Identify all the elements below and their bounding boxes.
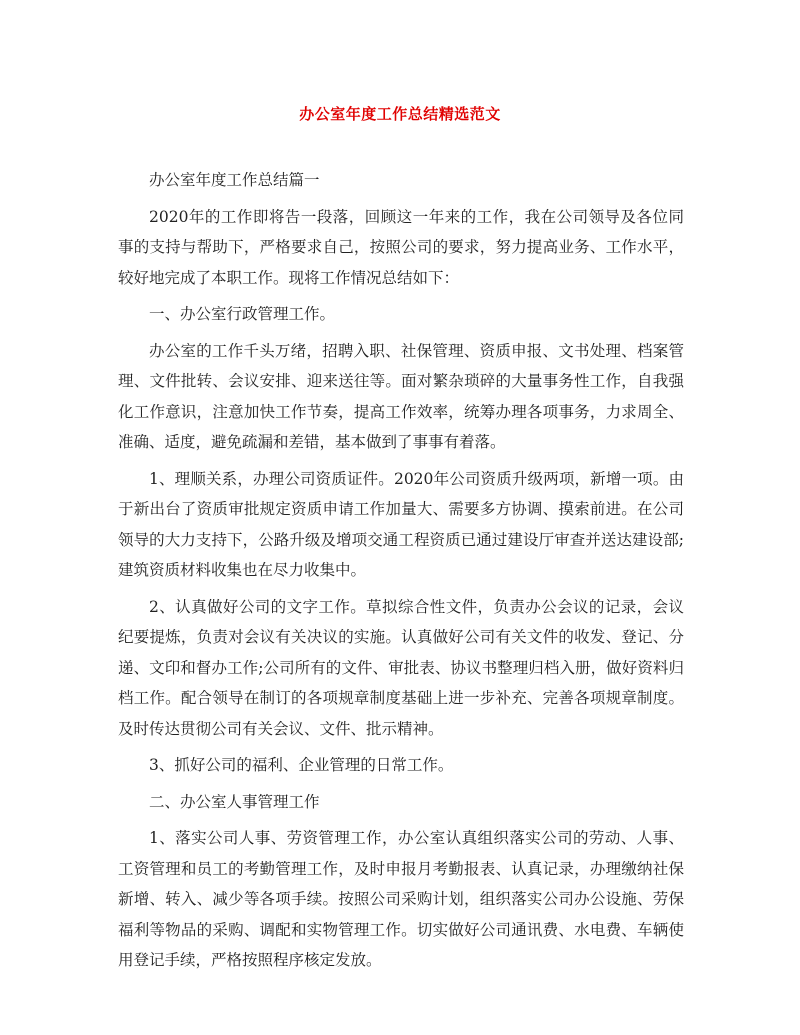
document-title: 办公室年度工作总结精选范文 <box>299 105 501 123</box>
document-body <box>118 165 684 982</box>
paragraph: 2020年的工作即将告一段落，回顾这一年来的工作，我在公司领导及各位同事的支持与帮助下，严格要求自己，按照公司的要求，努力提高业务、工作水平，较好地完成了本职工作。现将工作情况总结如下： <box>118 207 684 287</box>
paragraph: 2、认真做好公司的文字工作。草拟综合性文件，负责办公会议的记录，会议纪要提炼，负责对会议有关决议的实施。认真做好公司有关文件的收发、登记、分递、文印和督办工作;公司所有的文件、审批表、协议书整理归档入册，做好资料归档工作。配合领导在制订的各项规章制度基础上进一步补充、完善各项规章制度。及时传达贯彻公司有关会议、文件、批示精神。 <box>118 597 684 738</box>
section-heading: 办公室年度工作总结篇一 <box>149 171 320 189</box>
paragraph: 办公室的工作千头万绪，招聘入职、社保管理、资质申报、文书处理、档案管理、文件批转、会议安排、迎来送往等。面对繁杂琐碎的大量事务性工作，自我强化工作意识，注意加快工作节奏，提高工作效率，统筹办理各项事务，力求周全、准确、适度，避免疏漏和差错，基本做到了事事有着落。 <box>118 341 684 451</box>
paragraph: 3、抓好公司的福利、企业管理的日常工作。 <box>149 756 454 774</box>
paragraph: 1、理顺关系，办理公司资质证件。2020年公司资质升级两项，新增一项。由于新出台了资质审批规定资质申请工作加量大、需要多方协调、摸索前进。在公司领导的大力支持下，公路升级及增项交通工程资质已通过建设厅审查并送达建设部;建筑资质材料收集也在尽力收集中。 <box>118 469 684 579</box>
section-heading: 一、办公室行政管理工作。 <box>149 305 336 323</box>
paragraph: 1、落实公司人事、劳资管理工作，办公室认真组织落实公司的劳动、人事、工资管理和员工的考勤管理工作，及时申报月考勤报表、认真记录，办理缴纳社保新增、转入、减少等各项手续。按照公司采购计划，组织落实公司办公设施、劳保福利等物品的采购、调配和实物管理工作。切实做好公司通讯费、水电费、车辆使用登记手续，严格按照程序核定发放。 <box>118 829 684 969</box>
section-heading: 二、办公室人事管理工作 <box>149 792 320 811</box>
